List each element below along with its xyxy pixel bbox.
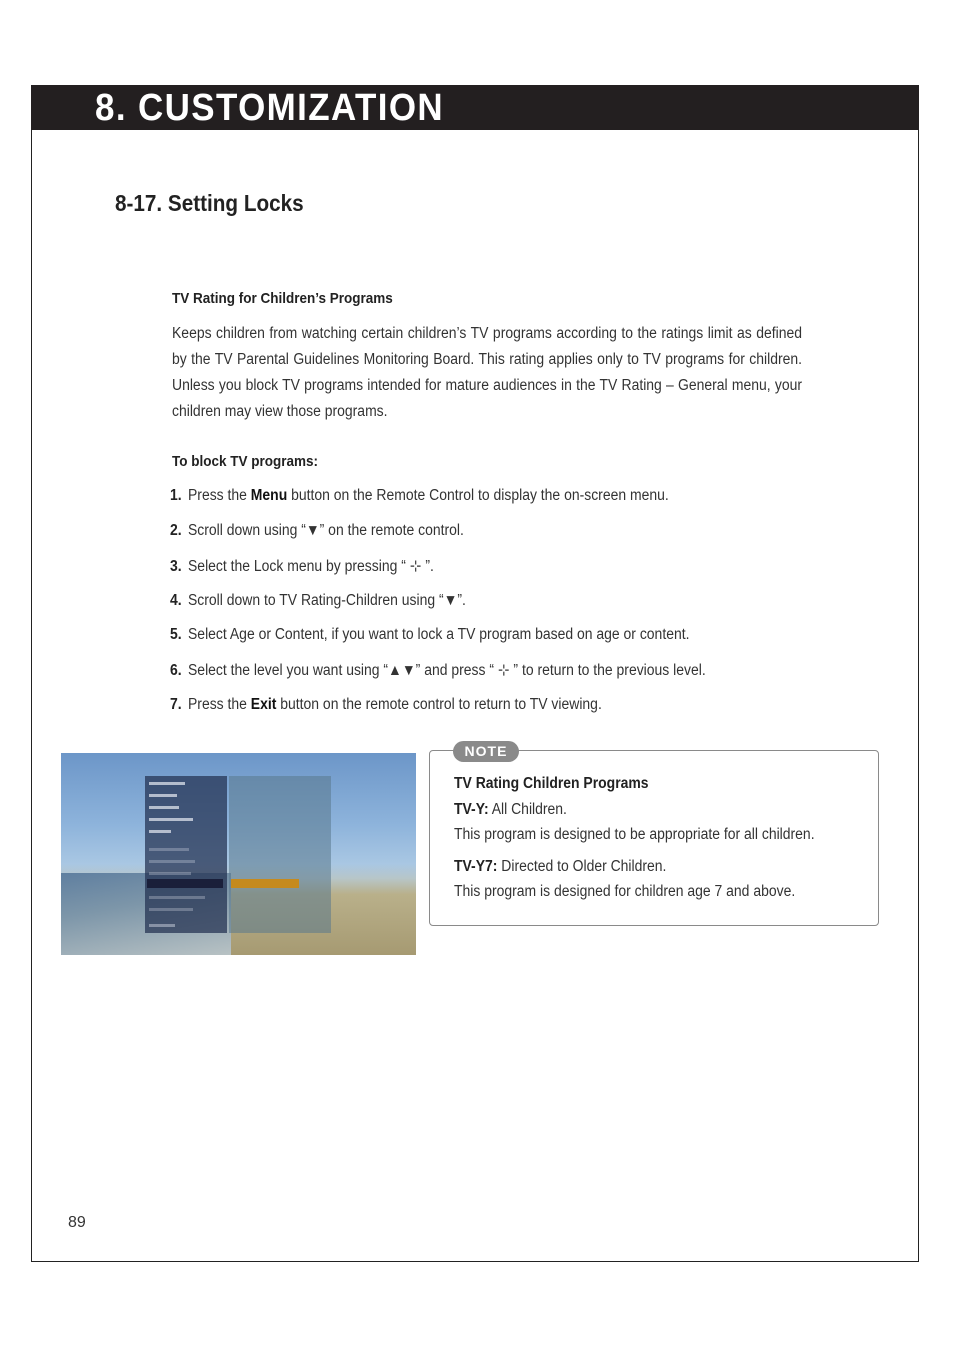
step-text-end: button on the Remote Control to display the on-screen menu. (287, 487, 669, 504)
note-tvy7-label: TV-Y7: (454, 858, 498, 875)
note-tvy-text: All Children. (488, 801, 567, 818)
step-text: Scroll down using “▼” on the remote control. (188, 522, 464, 539)
tv-osd-menu-line (149, 896, 205, 899)
note-tvy-line (454, 801, 567, 819)
step-number: 3. (170, 558, 182, 575)
tv-osd-menu-line (149, 806, 179, 809)
tv-osd-menu-line (149, 830, 171, 833)
intro-heading: TV Rating for Children’s Programs (172, 290, 393, 307)
tv-osd-menu-line (149, 848, 189, 851)
tv-osd-menu-column (145, 776, 227, 933)
tv-osd-submenu-panel (229, 776, 331, 933)
tv-osd-menu-line (149, 924, 175, 927)
step-text: Select the level you want using “▲▼” and press “ ⊹ ” to return to the previous level. (188, 662, 706, 679)
tv-osd-menu-line (149, 860, 195, 863)
note-tvy-label: TV-Y: (454, 801, 489, 818)
step-key-label: Menu (250, 487, 288, 504)
tv-osd-age-field (231, 879, 299, 888)
note-tvy7-text: Directed to Older Children. (497, 858, 667, 875)
step-number: 7. (170, 696, 182, 713)
step-text: Select the Lock menu by pressing “ ⊹ ”. (188, 558, 434, 575)
page-number: 89 (68, 1214, 86, 1231)
procedure-step (170, 626, 689, 644)
step-text: Scroll down to TV Rating-Children using “▼”. (188, 592, 466, 609)
step-text-end: button on the remote control to return to TV viewing. (276, 696, 602, 713)
note-tvy-description: This program is designed to be appropriate for all children. (454, 826, 815, 843)
note-badge: NOTE (453, 741, 519, 762)
step-text: Select Age or Content, if you want to lock a TV program based on age or content. (188, 626, 690, 643)
tv-osd-selected-item (147, 879, 223, 888)
procedure-step (170, 522, 464, 540)
intro-paragraph: Keeps children from watching certain children’s TV programs according to the ratings limit as defined by the TV Parental Guidelines Monitoring Board. This rating applies only to TV programs for children. Unless you block TV programs intended for mature audiences in the TV Rating – General menu, your children may view those programs. (172, 325, 802, 420)
procedure-step (170, 592, 466, 610)
step-number: 2. (170, 522, 182, 539)
procedure-step (170, 487, 669, 505)
chapter-title: 8. CUSTOMIZATION (95, 87, 445, 129)
tv-osd-menu-line (149, 818, 193, 821)
note-title-text: TV Rating Children Programs (454, 775, 649, 792)
procedure-step (170, 557, 434, 576)
tv-menu-screenshot (61, 753, 416, 955)
tv-osd-menu-line (149, 782, 185, 785)
procedure-step (170, 696, 602, 714)
tv-osd-menu-line (149, 908, 193, 911)
step-number: 6. (170, 662, 182, 679)
step-number: 1. (170, 487, 182, 504)
step-number: 5. (170, 626, 182, 643)
procedure-step (170, 661, 706, 680)
section-title: 8-17. Setting Locks (115, 190, 304, 216)
tv-osd-menu-line (149, 794, 177, 797)
step-number: 4. (170, 592, 182, 609)
step-text: Press the (188, 696, 251, 713)
note-tvy7-description: This program is designed for children age 7 and above. (454, 883, 796, 900)
step-key-label: Exit (250, 696, 277, 713)
procedure-heading: To block TV programs: (172, 453, 319, 470)
step-text: Press the (188, 487, 251, 504)
tv-osd-menu-line (149, 872, 191, 875)
note-tvy7-line (454, 858, 666, 876)
note-title (454, 775, 649, 793)
